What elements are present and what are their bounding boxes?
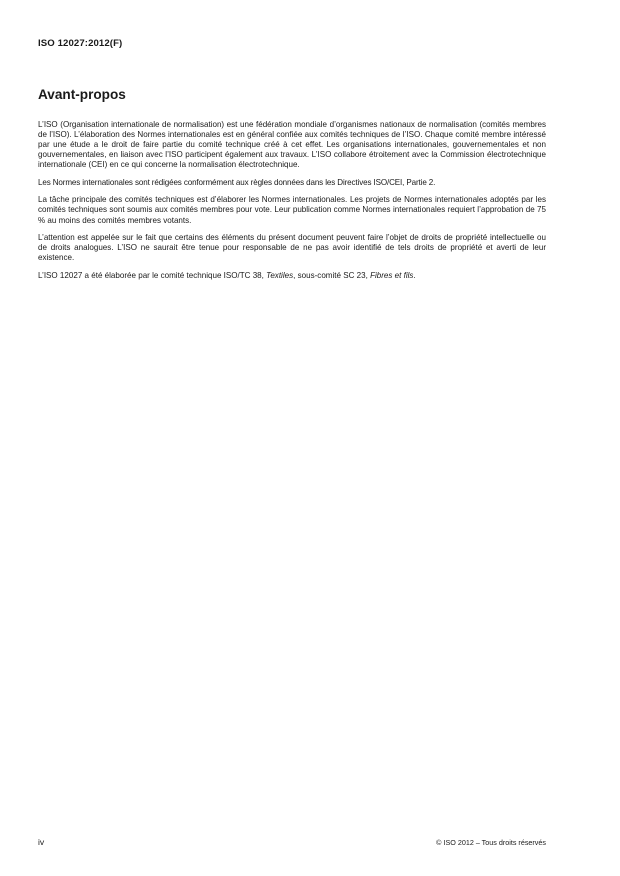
paragraph-patent-notice: L’attention est appelée sur le fait que certains des éléments du présent document peuvent faire l’objet de droits de propriété intellectuelle ou de droits analogues. L’ISO ne saurait être tenue pour responsable de ne pas avoir identifié de tels droits de propriété et averti de leur existence. xyxy=(38,233,546,263)
committee-text-middle: , sous-comité SC 23, xyxy=(293,270,371,280)
paragraph-directives: Les Normes internationales sont rédigées conformément aux règles données dans les Directives ISO/CEI, Partie 2. xyxy=(38,177,436,187)
copyright-notice: © ISO 2012 – Tous droits réservés xyxy=(436,838,546,847)
paragraph-committee xyxy=(38,271,546,281)
subcommittee-name: Fibres et fils xyxy=(370,270,414,280)
foreword-body xyxy=(38,120,546,288)
committee-name: Textiles xyxy=(266,270,294,280)
page-number: iv xyxy=(38,837,45,847)
paragraph-iso-intro: L’ISO (Organisation internationale de normalisation) est une fédération mondiale d’organismes nationaux de normalisation (comités membres de l’ISO). L’élaboration des Normes internationales est en général confiée aux comités techniques de l’ISO. Chaque comité membre intéressé par une étude a le droit de faire partie du comité technique créé à cet effet. Les organisations internationales, gouvernementales et non gouvernementales, en liaison avec l’ISO participent également aux travaux. L’ISO collabore étroitement avec la Commission électrotechnique internationale (CEI) en ce qui concerne la normalisation électrotechnique. xyxy=(38,120,546,170)
document-identifier: ISO 12027:2012(F) xyxy=(38,38,123,49)
section-title: Avant-propos xyxy=(38,87,126,102)
committee-text-prefix: L’ISO 12027 a été élaborée par le comité technique ISO/TC 38, xyxy=(38,270,267,280)
committee-text-suffix: . xyxy=(413,270,416,280)
paragraph-main-task: La tâche principale des comités techniques est d’élaborer les Normes internationales. Les projets de Normes internationales adoptés par les comités techniques sont soumis aux comités membres pour vote. Leur publication comme Normes internationales requiert l’approbation de 75 % au moins des comités membres votants. xyxy=(38,195,546,225)
